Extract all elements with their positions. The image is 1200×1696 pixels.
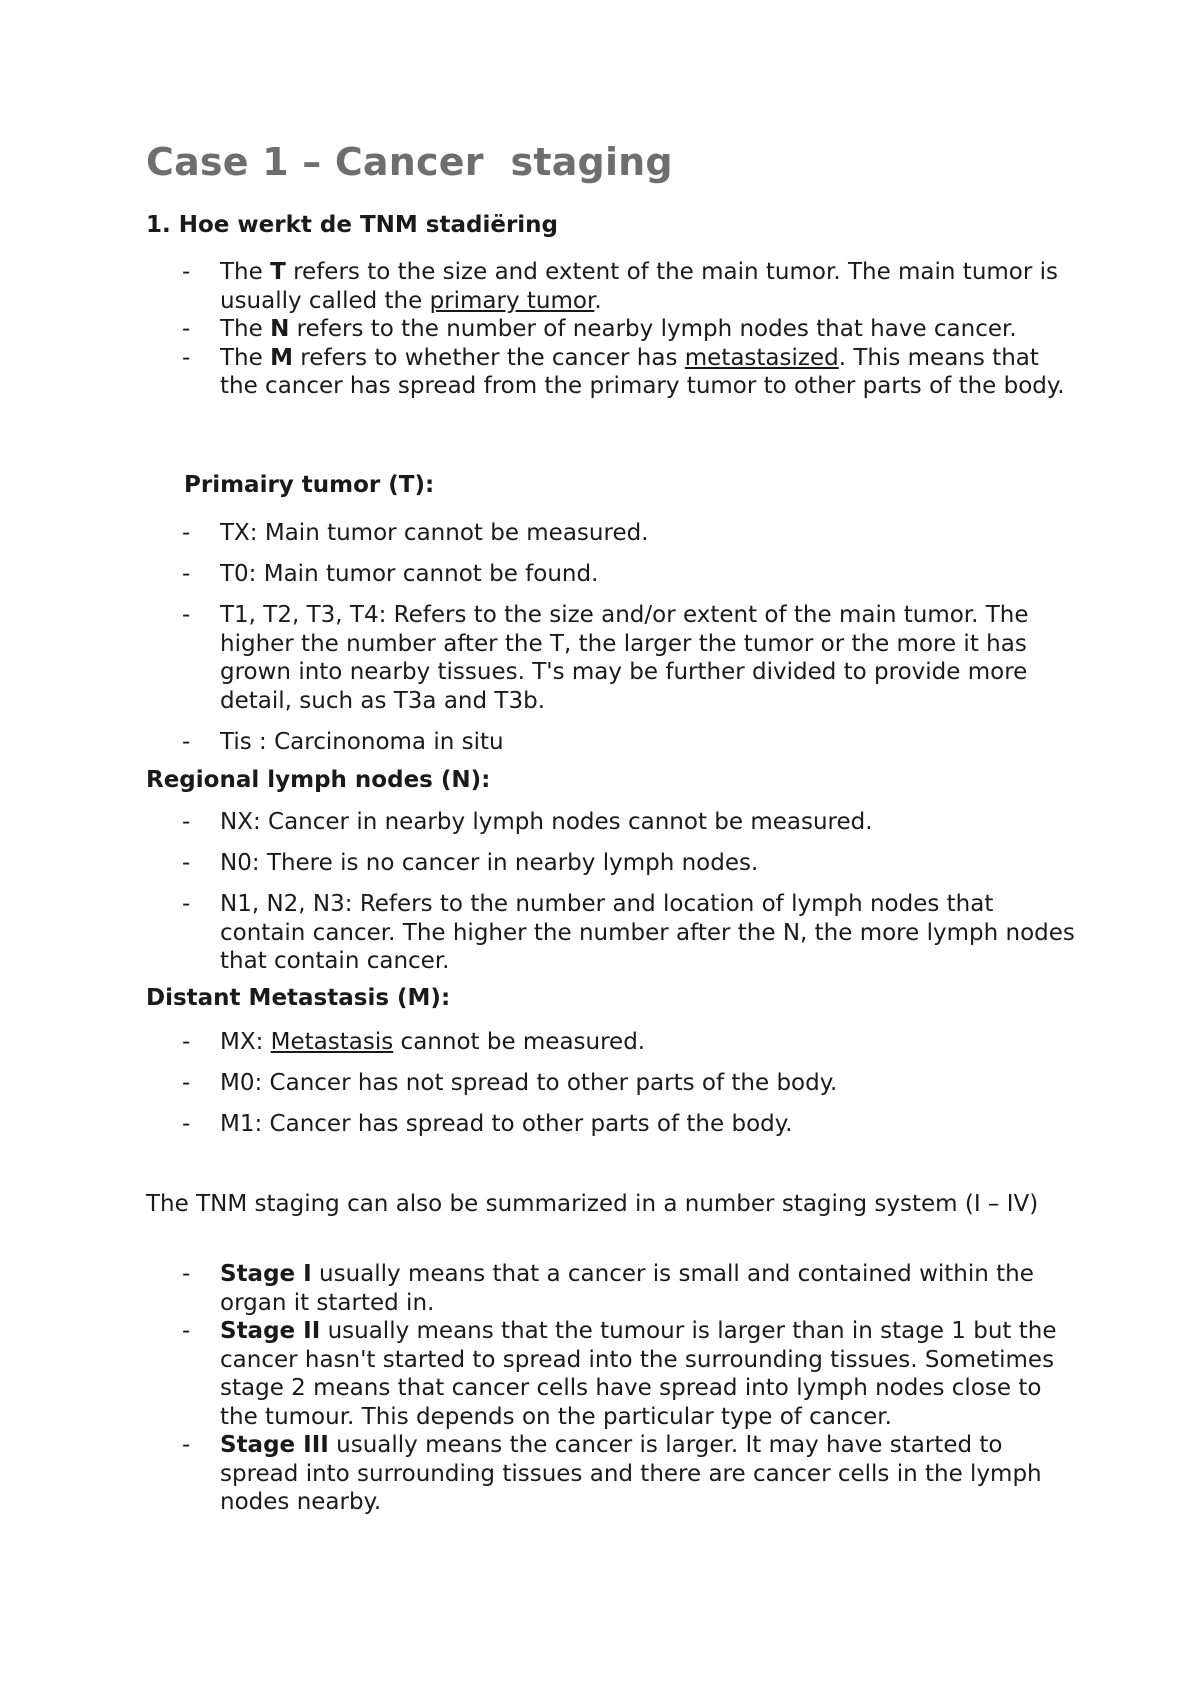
item-text: M0: Cancer has not spread to other parts of the body. xyxy=(220,1070,838,1096)
stage-label: Stage III xyxy=(220,1432,329,1458)
list-item xyxy=(182,1431,1082,1517)
item-text: The xyxy=(220,344,271,371)
stage-label: Stage II xyxy=(220,1318,321,1344)
page-title: Case 1 – Cancer staging xyxy=(146,140,673,184)
list-item xyxy=(182,519,1082,548)
item-text: T1, T2, T3, T4: Refers to the size and/or extent of the main tumor. The higher the number after the T, the larger the tumor or the more it has grown into nearby tissues. T's may be further divided to provide more detail, such as T3a and T3b. xyxy=(220,602,1029,714)
question-heading: 1. Hoe werkt de TNM stadiëring xyxy=(146,212,559,238)
primary-tumor-heading: Primairy tumor (T): xyxy=(184,472,435,498)
list-item xyxy=(182,1069,1082,1098)
item-text: cannot be measured. xyxy=(393,1029,646,1055)
bullet-dash: - xyxy=(182,850,191,876)
stage-label: Stage I xyxy=(220,1261,312,1287)
staging-summary-text: The TNM staging can also be summarized in a number staging system (I – IV) xyxy=(146,1191,1039,1217)
bullet-dash: - xyxy=(182,520,191,546)
list-item xyxy=(182,808,1082,837)
list-item xyxy=(182,258,1082,315)
list-item xyxy=(182,1260,1082,1317)
list-item xyxy=(182,1110,1082,1139)
item-text: refers to the number of nearby lymph nodes that have cancer. xyxy=(289,316,1017,342)
bullet-dash: - xyxy=(182,1318,191,1344)
bullet-dash: - xyxy=(182,891,191,917)
item-text: TX: Main tumor cannot be measured. xyxy=(220,520,649,546)
list-item xyxy=(182,849,1082,878)
regional-lymph-nodes-list xyxy=(182,808,1082,988)
item-text: N0: There is no cancer in nearby lymph nodes. xyxy=(220,850,759,876)
item-text: NX: Cancer in nearby lymph nodes cannot be measured. xyxy=(220,809,873,835)
distant-metastasis-list xyxy=(182,1028,1082,1151)
bullet-dash: - xyxy=(182,1432,191,1458)
regional-lymph-nodes-heading: Regional lymph nodes (N): xyxy=(146,767,491,793)
item-text: . This means that the cancer has spread from the primary tumor to other parts of the body. xyxy=(220,344,1065,399)
bullet-dash: - xyxy=(182,259,191,285)
item-bold: N xyxy=(270,316,290,342)
bullet-dash: - xyxy=(182,1261,191,1287)
list-item xyxy=(182,601,1082,715)
item-text: M1: Cancer has spread to other parts of the body. xyxy=(220,1111,793,1137)
bullet-dash: - xyxy=(182,561,191,587)
primary-tumor-list xyxy=(182,519,1082,769)
item-text: The xyxy=(220,316,271,342)
item-bold: T xyxy=(270,259,286,285)
bullet-dash: - xyxy=(182,602,191,628)
item-text: N1, N2, N3: Refers to the number and location of lymph nodes that contain cancer. The higher the number after the N, the more lymph nodes that contain cancer. xyxy=(220,891,1075,974)
bullet-dash: - xyxy=(182,728,191,755)
list-item xyxy=(182,315,1082,344)
list-item xyxy=(182,560,1082,589)
list-item xyxy=(182,890,1082,976)
metastasized-link[interactable]: metastasized xyxy=(684,344,839,371)
number-staging-list xyxy=(182,1260,1082,1517)
bullet-dash: - xyxy=(182,1070,191,1096)
list-item xyxy=(182,1028,1082,1057)
item-text: usually means that the tumour is larger than in stage 1 but the cancer hasn't started to spread into the surrounding tissues. Sometimes stage 2 means that cancer cells have spread into lymph nodes close to the tumour. This depends on the particular type of cancer. xyxy=(220,1318,1057,1430)
bullet-dash: - xyxy=(182,1029,191,1055)
metastasis-link[interactable]: Metastasis xyxy=(270,1029,394,1055)
bullet-dash: - xyxy=(182,809,191,835)
item-text: refers to the size and extent of the main tumor. The main tumor is usually called the xyxy=(220,259,1059,314)
item-text: refers to whether the cancer has xyxy=(292,344,685,371)
bullet-dash: - xyxy=(182,344,191,371)
item-text: Tis : Carcinonoma in situ xyxy=(220,728,504,755)
item-text: MX: xyxy=(220,1029,271,1055)
distant-metastasis-heading: Distant Metastasis (M): xyxy=(146,985,451,1011)
item-bold: M xyxy=(270,344,293,371)
list-item xyxy=(182,1317,1082,1431)
list-item xyxy=(182,344,1082,401)
item-text: usually means the cancer is larger. It may have started to spread into surrounding tissues and there are cancer cells in the lymph nodes nearby. xyxy=(220,1432,1042,1515)
list-item xyxy=(182,728,1082,757)
bullet-dash: - xyxy=(182,316,191,342)
primary-tumor-link[interactable]: primary tumor xyxy=(429,287,595,314)
item-text: T0: Main tumor cannot be found. xyxy=(220,561,599,587)
item-text: . xyxy=(594,287,602,314)
tnm-definition-list xyxy=(182,258,1082,401)
bullet-dash: - xyxy=(182,1111,191,1137)
item-text: usually means that a cancer is small and contained within the organ it started in. xyxy=(220,1261,1034,1316)
item-text: The xyxy=(220,259,271,285)
